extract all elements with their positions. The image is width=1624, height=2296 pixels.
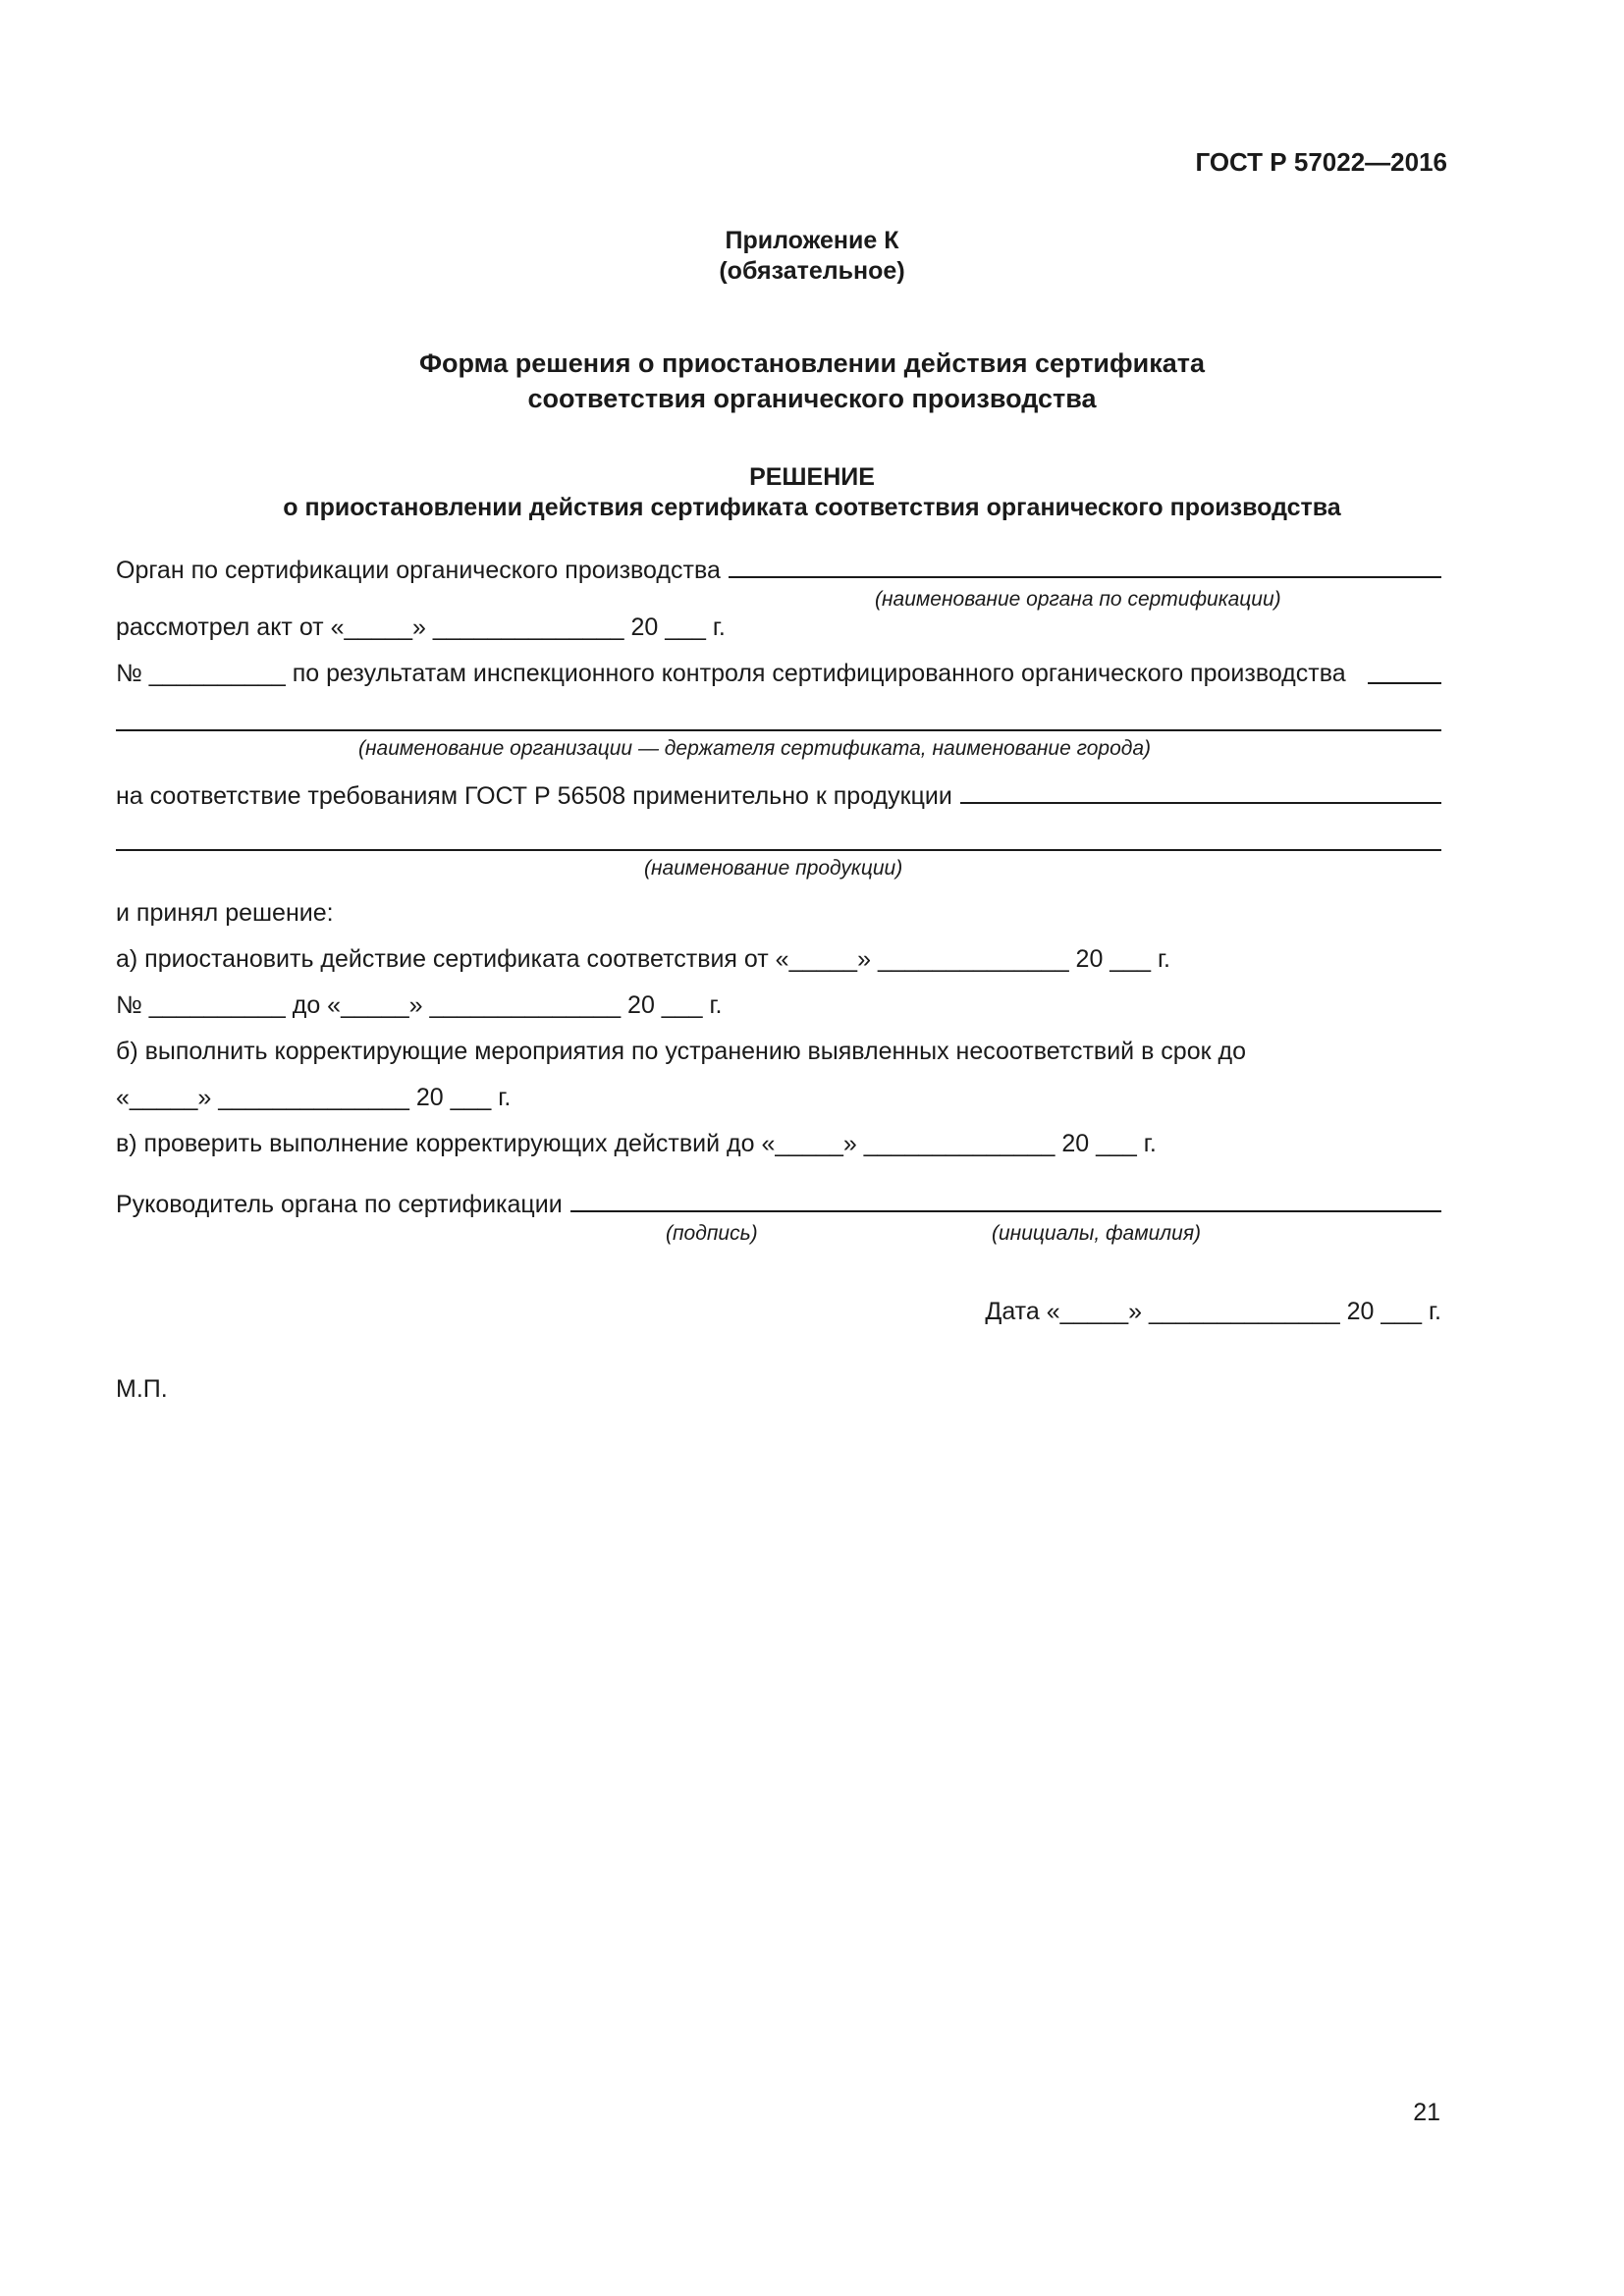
standard-code: ГОСТ Р 57022—2016 <box>1195 147 1447 177</box>
decision-heading: РЕШЕНИЕ <box>749 463 875 491</box>
certification-body-field[interactable] <box>729 555 1441 578</box>
item-b-continued: «_____» ______________ 20 ___ г. <box>116 1084 512 1111</box>
compliance-row <box>116 780 1441 811</box>
date-line: Дата «_____» ______________ 20 ___ г. <box>985 1298 1441 1325</box>
act-date-line: рассмотрел акт от «_____» ______________ 20 ___ г. <box>116 614 726 641</box>
product-caption: (наименование продукции) <box>644 857 903 880</box>
signature-caption: (подпись) <box>666 1222 758 1245</box>
form-title-line1: Форма решения о приостановлении действия сертификата <box>418 348 1206 378</box>
certification-body-caption: (наименование органа по сертификации) <box>875 588 1281 611</box>
inspection-number-line: № __________ по результатам инспекционного контроля сертифицированного органического производства <box>116 660 1346 687</box>
product-field[interactable] <box>960 780 1441 804</box>
certification-body-label: Орган по сертификации органического производства <box>116 557 721 584</box>
compliance-label: на соответствие требованиям ГОСТ Р 56508 применительно к продукции <box>116 782 952 810</box>
appendix-title: Приложение К <box>725 227 899 254</box>
decision-intro: и принял решение: <box>116 899 334 927</box>
item-c: в) проверить выполнение корректирующих действий до «_____» ______________ 20 ___ г. <box>116 1130 1157 1157</box>
inspection-tail-field[interactable] <box>1368 682 1441 684</box>
name-caption: (инициалы, фамилия) <box>992 1222 1202 1245</box>
stamp-placeholder: М.П. <box>116 1375 168 1403</box>
head-label: Руководитель органа по сертификации <box>116 1191 563 1218</box>
head-signature-row <box>116 1189 1441 1219</box>
item-a: а) приостановить действие сертификата соответствия от «_____» ______________ 20 ___ г. <box>116 945 1170 973</box>
form-title-line2: соответствия органического производства <box>527 384 1097 413</box>
item-a-continued: № __________ до «_____» ______________ 20 ___ г. <box>116 991 723 1019</box>
organization-field[interactable] <box>116 729 1441 731</box>
appendix-status: (обязательное) <box>719 257 905 285</box>
certification-body-row <box>116 555 1441 585</box>
head-signature-field[interactable] <box>570 1189 1441 1212</box>
organization-caption: (наименование организации — держателя сертификата, наименование города) <box>358 737 1152 760</box>
item-b: б) выполнить корректирующие мероприятия по устранению выявленных несоответствий в срок до <box>116 1038 1246 1065</box>
decision-subheading: о приостановлении действия сертификата соответствия органического производства <box>283 494 1341 521</box>
page-number: 21 <box>1413 2099 1440 2126</box>
product-field-continued[interactable] <box>116 849 1441 851</box>
